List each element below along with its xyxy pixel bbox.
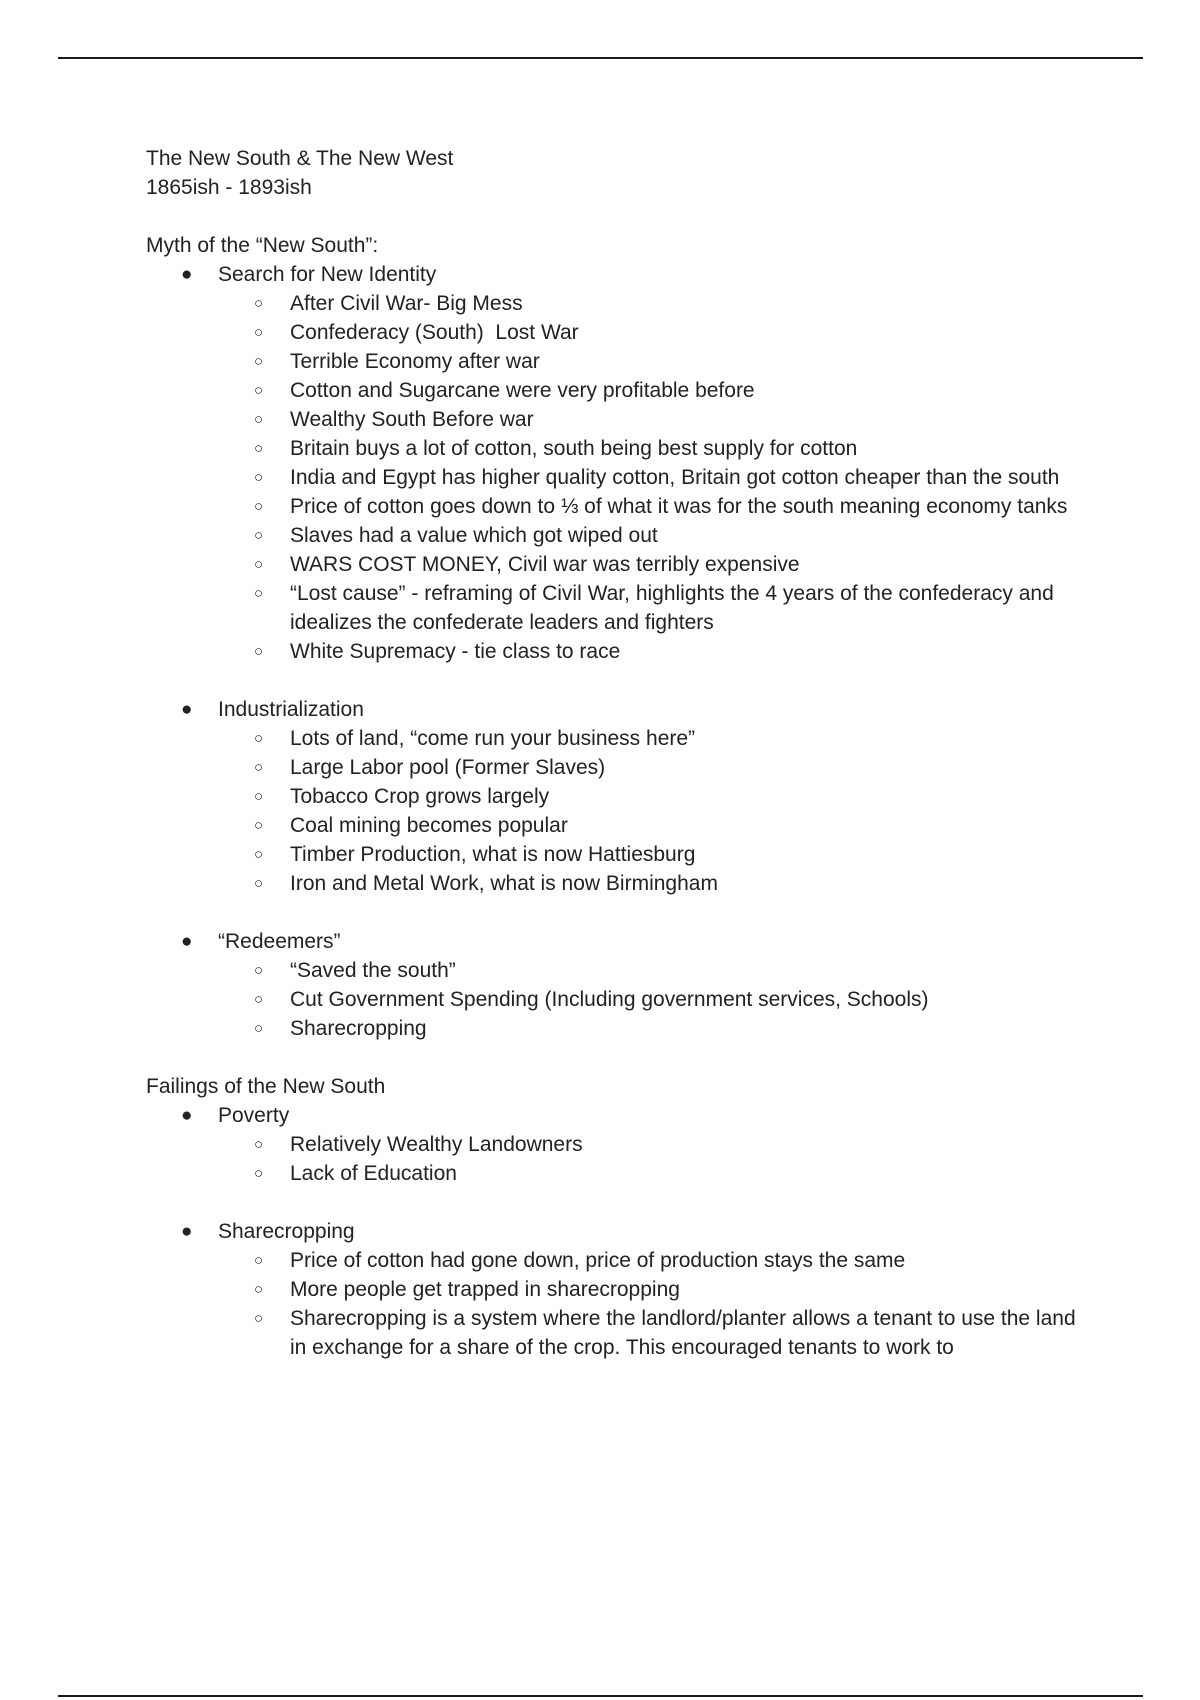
- spacer: [218, 666, 1086, 695]
- doc-dates: 1865ish - 1893ish: [146, 176, 312, 199]
- hollow-bullet-icon: ○: [254, 875, 264, 892]
- subtopic-list: [218, 1246, 1086, 1362]
- hollow-bullet-icon: ○: [254, 1136, 264, 1153]
- list-item: ○ “Lost cause” - reframing of Civil War, highlights the 4 years of the confederacy and idealizes the confederate leaders and fighters: [290, 579, 1086, 637]
- hollow-bullet-icon: ○: [254, 759, 264, 776]
- topic-label: “Redeemers”: [218, 930, 341, 953]
- document-body: [146, 144, 1086, 1362]
- hollow-bullet-icon: ○: [254, 846, 264, 863]
- spacer: [218, 1188, 1086, 1217]
- list-item: ○ Confederacy (South) Lost War: [290, 318, 1086, 347]
- section-heading-myth: Myth of the “New South”:: [146, 234, 379, 257]
- topic-label: Industrialization: [218, 698, 364, 721]
- subtopic-list: [218, 724, 1086, 898]
- hollow-bullet-icon: ○: [254, 585, 264, 602]
- hollow-bullet-icon: ○: [254, 411, 264, 428]
- list-item: ○ Relatively Wealthy Landowners: [290, 1130, 1086, 1159]
- hollow-bullet-icon: ○: [254, 556, 264, 573]
- hollow-bullet-icon: ○: [254, 440, 264, 457]
- list-item: ○ Cotton and Sugarcane were very profitable before: [290, 376, 1086, 405]
- hollow-bullet-icon: ○: [254, 730, 264, 747]
- list-item: ○ Terrible Economy after war: [290, 347, 1086, 376]
- hollow-bullet-icon: ○: [254, 1165, 264, 1182]
- list-item: ○ Slaves had a value which got wiped out: [290, 521, 1086, 550]
- list-item: ○ Lots of land, “come run your business here”: [290, 724, 1086, 753]
- hollow-bullet-icon: ○: [254, 1020, 264, 1037]
- spacer: [146, 1043, 1086, 1072]
- bullet-icon: ●: [181, 1105, 193, 1126]
- list-item: ○ India and Egypt has higher quality cotton, Britain got cotton cheaper than the south: [290, 463, 1086, 492]
- hollow-bullet-icon: ○: [254, 353, 264, 370]
- list-item: ○ Iron and Metal Work, what is now Birmingham: [290, 869, 1086, 898]
- list-item: ○ WARS COST MONEY, Civil war was terribly expensive: [290, 550, 1086, 579]
- topic-label: Sharecropping: [218, 1220, 355, 1243]
- hollow-bullet-icon: ○: [254, 1252, 264, 1269]
- list-item: ○ Tobacco Crop grows largely: [290, 782, 1086, 811]
- list-item: ○ Lack of Education: [290, 1159, 1086, 1188]
- bullet-icon: ●: [181, 699, 193, 720]
- topic-sharecropping: [181, 1217, 1086, 1362]
- list-item: ○ Coal mining becomes popular: [290, 811, 1086, 840]
- bullet-icon: ●: [181, 931, 193, 952]
- list-item: ○ Sharecropping is a system where the landlord/planter allows a tenant to use the land in exchange for a share of the crop. This encouraged tenants to work to: [290, 1304, 1086, 1362]
- hollow-bullet-icon: ○: [254, 643, 264, 660]
- list-item: ○ Wealthy South Before war: [290, 405, 1086, 434]
- list-item: ○ Price of cotton had gone down, price of production stays the same: [290, 1246, 1086, 1275]
- hollow-bullet-icon: ○: [254, 469, 264, 486]
- bullet-icon: ●: [181, 1221, 193, 1242]
- hollow-bullet-icon: ○: [254, 1310, 264, 1327]
- hollow-bullet-icon: ○: [254, 991, 264, 1008]
- hollow-bullet-icon: ○: [254, 527, 264, 544]
- hollow-bullet-icon: ○: [254, 498, 264, 515]
- list-item: ○ “Saved the south”: [290, 956, 1086, 985]
- topic-industrialization: [181, 695, 1086, 927]
- topic-redeemers: [181, 927, 1086, 1043]
- hollow-bullet-icon: ○: [254, 1281, 264, 1298]
- topic-label: Search for New Identity: [218, 263, 437, 286]
- list-item: ○ Britain buys a lot of cotton, south being best supply for cotton: [290, 434, 1086, 463]
- section1-list: [146, 260, 1086, 1043]
- topic-label: Poverty: [218, 1104, 290, 1127]
- hollow-bullet-icon: ○: [254, 788, 264, 805]
- subtopic-list: [218, 956, 1086, 1043]
- header-rule: [58, 57, 1143, 59]
- hollow-bullet-icon: ○: [254, 817, 264, 834]
- topic-search-identity: [181, 260, 1086, 695]
- section2-list: [146, 1101, 1086, 1362]
- list-item: ○ Cut Government Spending (Including government services, Schools): [290, 985, 1086, 1014]
- spacer: [146, 202, 1086, 231]
- bullet-icon: ●: [181, 264, 193, 285]
- spacer: [218, 898, 1086, 927]
- footer-rule: [58, 1695, 1143, 1697]
- list-item: ○ Sharecropping: [290, 1014, 1086, 1043]
- topic-poverty: [181, 1101, 1086, 1217]
- list-item: ○ More people get trapped in sharecropping: [290, 1275, 1086, 1304]
- hollow-bullet-icon: ○: [254, 295, 264, 312]
- list-item: ○ After Civil War- Big Mess: [290, 289, 1086, 318]
- list-item: ○ Large Labor pool (Former Slaves): [290, 753, 1086, 782]
- subtopic-list: [218, 1130, 1086, 1188]
- section-heading-failings: Failings of the New South: [146, 1075, 386, 1098]
- list-item: ○ White Supremacy - tie class to race: [290, 637, 1086, 666]
- list-item: ○ Price of cotton goes down to ⅓ of what it was for the south meaning economy tanks: [290, 492, 1086, 521]
- subtopic-list: [218, 289, 1086, 666]
- hollow-bullet-icon: ○: [254, 324, 264, 341]
- list-item: ○ Timber Production, what is now Hattiesburg: [290, 840, 1086, 869]
- doc-title: The New South & The New West: [146, 147, 454, 170]
- hollow-bullet-icon: ○: [254, 962, 264, 979]
- hollow-bullet-icon: ○: [254, 382, 264, 399]
